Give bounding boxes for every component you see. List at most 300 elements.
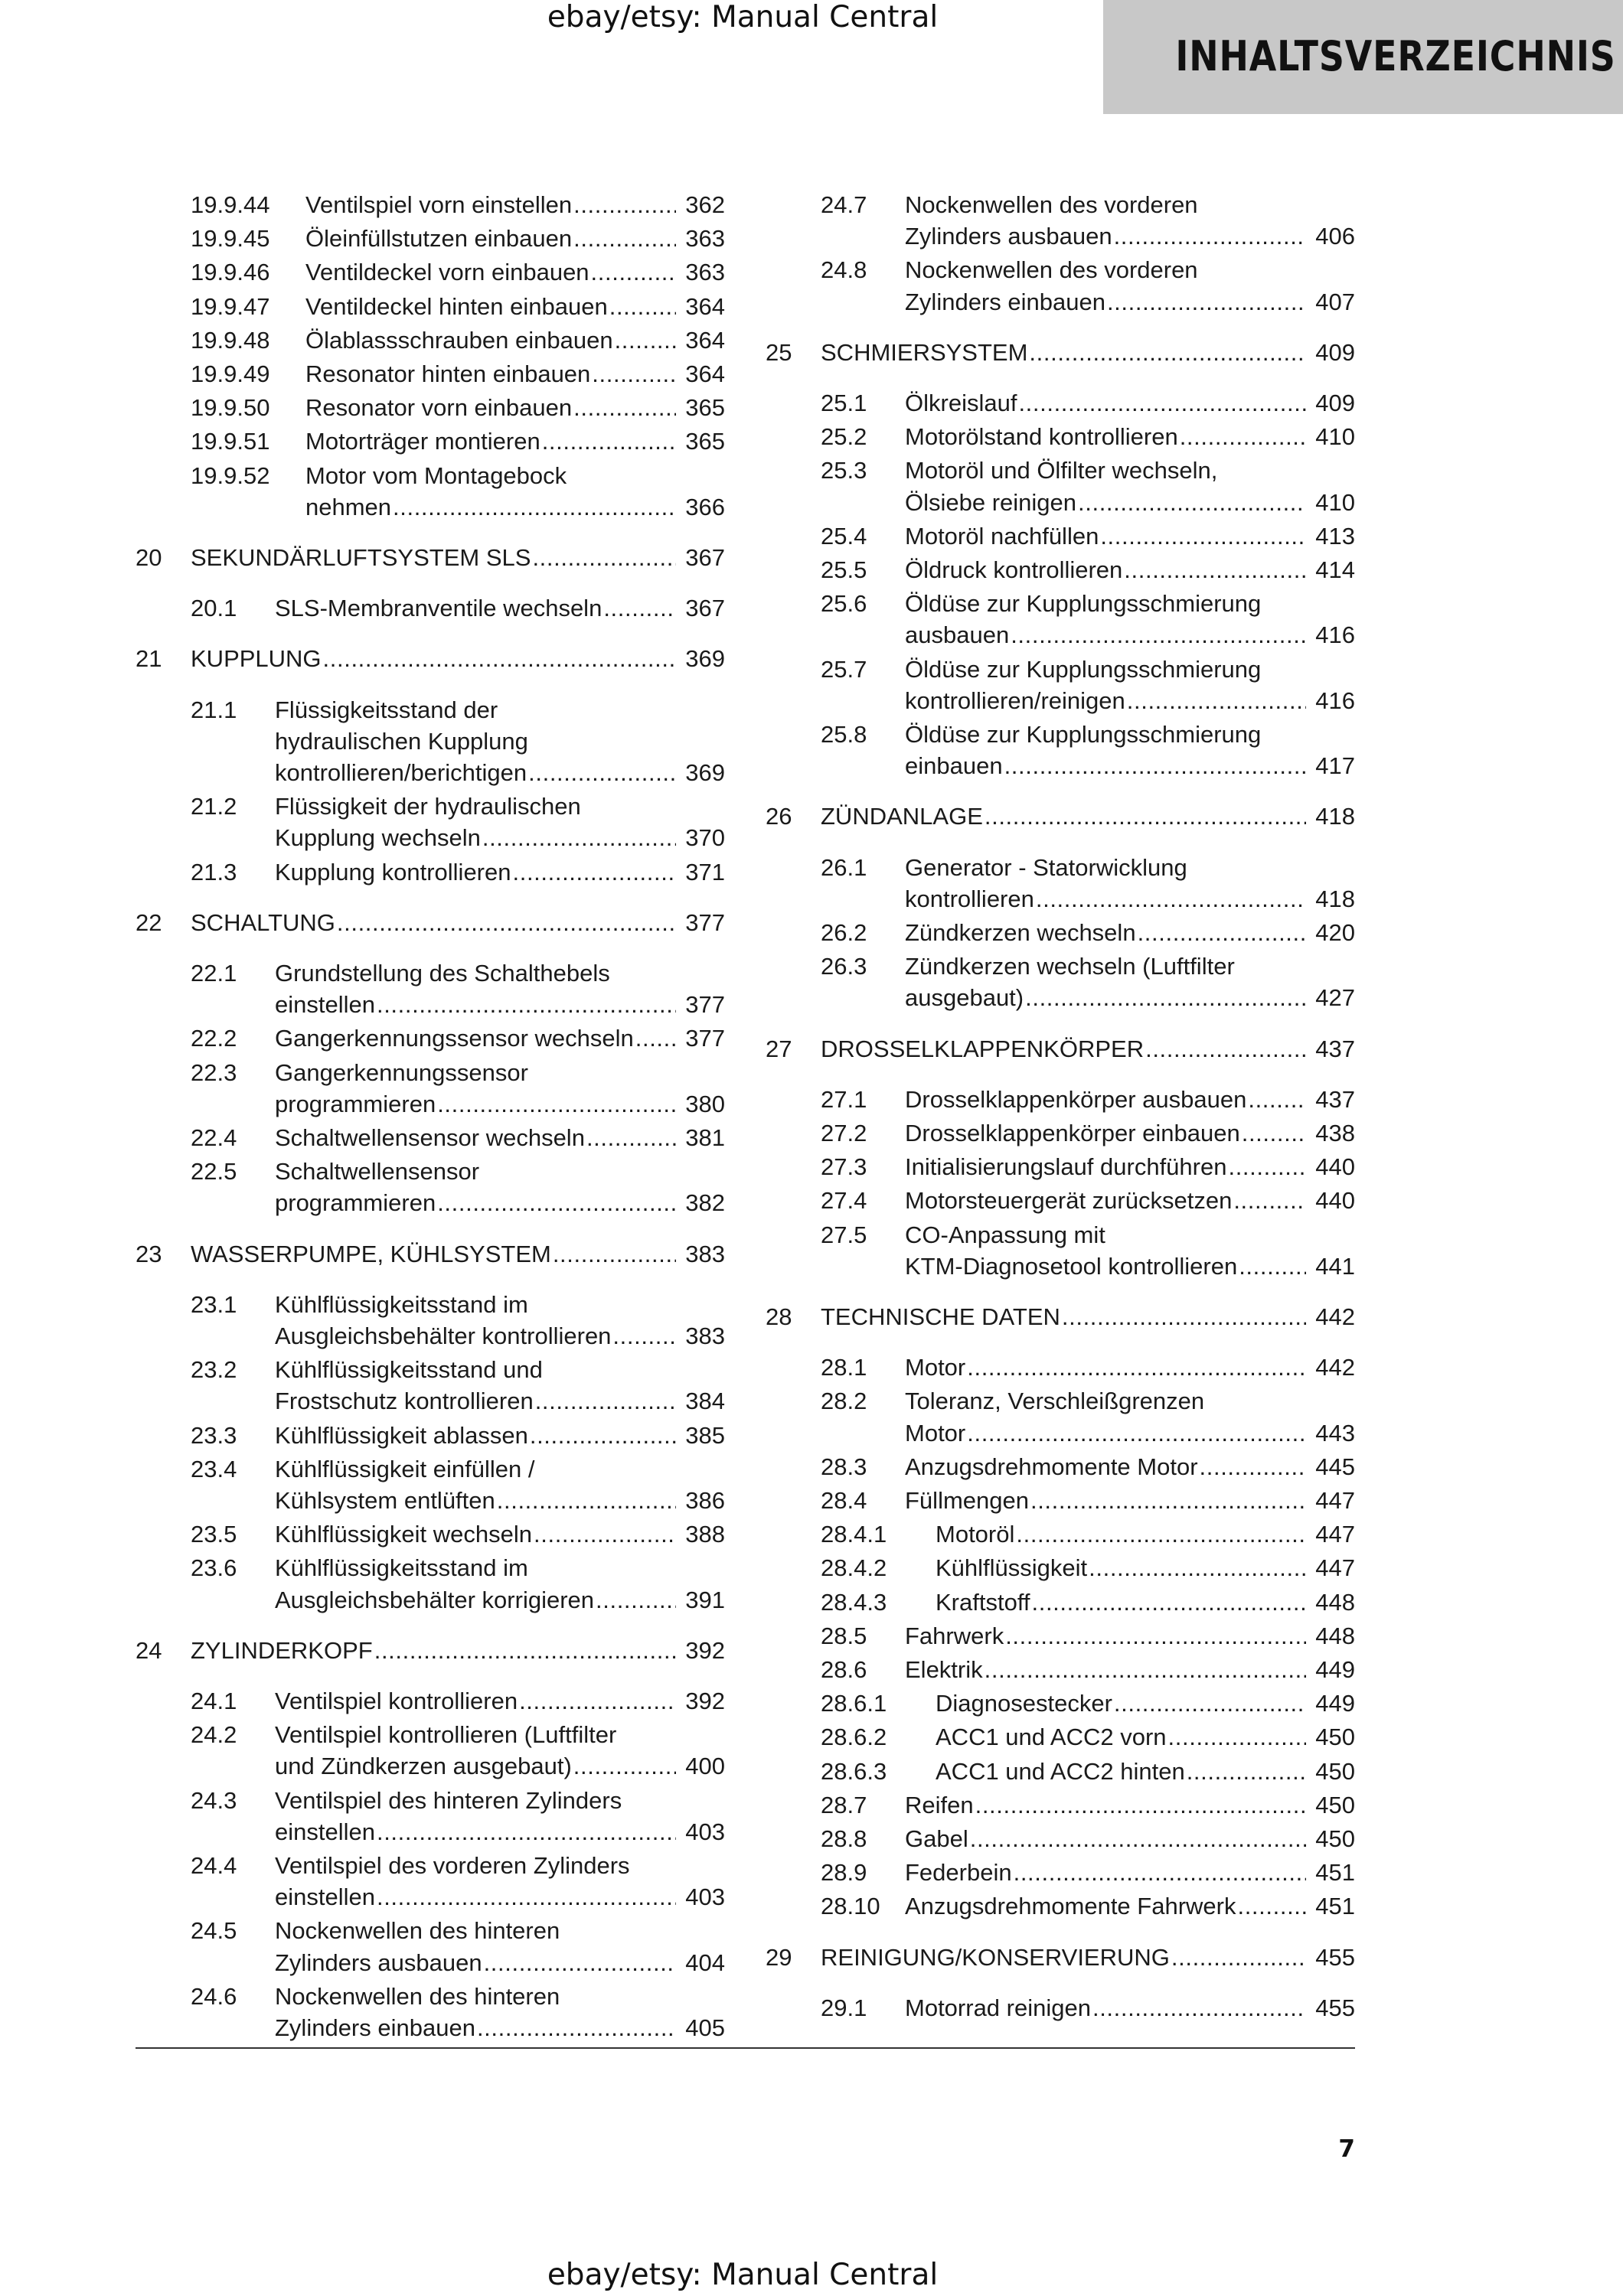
toc-title-line: Ventildeckel vorn einbauen [305,259,589,286]
toc-title-line: Ventilspiel kontrollieren (Luftfilter [275,1721,617,1749]
dot-leader [1138,918,1306,948]
dot-leader [1145,1034,1306,1065]
toc-page-number: 366 [685,493,725,520]
toc-page-number: 445 [1315,1453,1355,1480]
dot-leader [535,1386,676,1417]
toc-title-line: Toleranz, Verschleißgrenzen [905,1388,1205,1415]
dot-leader [1089,1553,1306,1583]
toc-title-line: Fahrwerk [905,1622,1004,1649]
toc-page-number: 447 [1315,1521,1355,1548]
toc-page-number: 400 [685,1753,725,1780]
toc-page-number: 405 [685,2014,725,2041]
toc-title-line: Ölkreislauf [905,390,1017,416]
dot-leader [1114,221,1306,252]
dot-leader [482,823,676,853]
dot-leader [1242,1118,1306,1149]
toc-number: 26 [766,803,792,830]
toc-page-number: 377 [685,991,725,1019]
toc-page-number: 448 [1315,1588,1355,1616]
toc-title-line: einstellen [275,991,375,1019]
toc-title-line: kontrollieren/berichtigen [275,758,527,786]
toc-page-number: 414 [1315,556,1355,583]
dot-leader [592,359,676,390]
toc-title-line: einstellen [275,1883,375,1911]
toc-page-number: 416 [1315,621,1355,649]
toc-title-line: Nockenwellen des hinteren [275,1917,560,1945]
dot-leader [1030,1486,1306,1516]
toc-number: 22 [136,908,162,936]
toc-title-line: Resonator hinten einbauen [305,360,591,387]
dot-leader [586,1123,676,1153]
toc-title-line: SCHALTUNG [191,908,335,936]
toc-number: 21.1 [191,696,237,723]
toc-number: 22.3 [191,1058,237,1086]
toc-page-number: 385 [685,1421,725,1449]
toc-title-line: Generator - Statorwicklung [905,853,1187,881]
dot-leader [1171,1942,1306,1973]
toc-page-number: 417 [1315,752,1355,780]
toc-title-line: Schaltwellensensor wechseln [275,1124,585,1151]
toc-page-number: 364 [685,326,725,354]
toc-page-number: 407 [1315,288,1355,315]
toc-title-line: Kühlflüssigkeitsstand im [275,1554,528,1582]
dot-leader [437,1188,676,1218]
toc-page-number: 363 [685,259,725,286]
toc-number: 28.3 [821,1453,867,1480]
toc-page-number: 441 [1315,1252,1355,1280]
toc-page-number: 363 [685,225,725,253]
toc-number: 24.1 [191,1688,237,1714]
toc-page-number: 440 [1315,1187,1355,1215]
toc-page-number: 418 [1315,885,1355,912]
toc-title-line: Gangerkennungssensor wechseln [275,1025,634,1052]
toc-title-line: einbauen [905,752,1003,780]
toc-number: 22.5 [191,1158,237,1186]
toc-number: 19.9.47 [191,292,270,320]
toc-title-line: Kupplung wechseln [275,824,481,852]
toc-page-number: 380 [685,1090,725,1117]
toc-number: 21 [136,645,162,673]
toc-title-line: WASSERPUMPE, KÜHLSYSTEM [191,1240,551,1267]
dot-leader [323,644,676,674]
dot-leader [393,492,676,523]
dot-leader [573,223,676,254]
toc-title-line: kontrollieren [905,885,1034,912]
toc-number: 28.6 [821,1656,867,1683]
toc-title-line: Diagnosestecker [936,1690,1112,1717]
toc-page-number: 367 [685,595,725,622]
toc-page-number: 447 [1315,1554,1355,1582]
toc-number: 25.5 [821,556,867,583]
dot-leader [573,393,676,423]
dot-leader [1078,488,1306,518]
toc-title-line: Drosselklappenkörper einbauen [905,1120,1240,1146]
toc-title-line: Initialisierungslauf durchführen [905,1153,1227,1181]
toc-page-number: 384 [685,1388,725,1415]
toc-number: 28.9 [821,1859,867,1887]
toc-page-number: 450 [1315,1724,1355,1751]
toc-title-line: Zylinders einbauen [275,2014,475,2041]
dot-leader [1237,1891,1306,1922]
toc-number: 28.4.3 [821,1588,887,1616]
toc-number: 25.8 [821,721,867,748]
toc-page-number: 437 [1315,1035,1355,1062]
toc-number: 27 [766,1035,792,1062]
toc-title-line: Motoröl [936,1521,1015,1548]
toc-page-number: 409 [1315,338,1355,366]
toc-number: 25.1 [821,390,867,416]
toc-number: 28 [766,1303,792,1330]
toc-title-line: Ölablassschrauben einbauen [305,326,613,354]
toc-title-line: nehmen [305,493,392,520]
watermark-bottom: ebay/etsy: Manual Central [547,2258,939,2292]
toc-title-line: Zylinders ausbauen [275,1949,482,1976]
toc-page-number: 416 [1315,687,1355,714]
toc-page-number: 413 [1315,522,1355,550]
toc-page-number: 392 [685,1636,725,1664]
toc-number: 28.4 [821,1487,867,1514]
toc-title-line: Flüssigkeit der hydraulischen [275,793,581,820]
toc-page-number: 451 [1315,1859,1355,1887]
dot-leader [374,1636,676,1666]
toc-title-line: Kühlflüssigkeit wechseln [275,1521,533,1548]
toc-page-number: 450 [1315,1757,1355,1785]
toc-number: 23.3 [191,1421,237,1449]
page-number: 7 [1338,2135,1355,2163]
dot-leader [437,1089,676,1120]
dot-leader [337,908,676,938]
toc-number: 22.1 [191,960,237,987]
dot-leader [1029,338,1306,368]
toc-title-line: Öldüse zur Kupplungsschmierung [905,590,1262,618]
dot-leader [1200,1452,1306,1482]
section-title: INHALTSVERZEICHNIS [1175,32,1616,80]
toc-title-line: REINIGUNG/KONSERVIERUNG [821,1943,1170,1971]
toc-title-line: Resonator vorn einbauen [305,394,573,422]
dot-leader [1239,1251,1306,1282]
dot-leader [985,801,1306,832]
toc-title-line: DROSSELKLAPPENKÖRPER [821,1035,1145,1062]
toc-number: 19.9.48 [191,326,270,354]
toc-page-number: 365 [685,394,725,422]
toc-page-number: 447 [1315,1487,1355,1514]
toc-page-number: 367 [685,544,725,571]
toc-page-number: 450 [1315,1791,1355,1818]
toc-number: 26.3 [821,953,867,980]
dot-leader [1005,1621,1306,1652]
dot-leader [1180,422,1306,452]
toc-number: 28.6.2 [821,1724,887,1751]
toc-page-number: 440 [1315,1153,1355,1181]
toc-number: 20.1 [191,595,237,622]
toc-title-line: Ventilspiel kontrollieren [275,1688,518,1714]
dot-leader [497,1486,676,1516]
watermark-top: ebay/etsy: Manual Central [547,0,939,34]
dot-leader [1233,1186,1306,1216]
toc-title-line: SEKUNDÄRLUFTSYSTEM SLS [191,544,531,571]
toc-page-number: 377 [685,1025,725,1052]
toc-title-line: kontrollieren/reinigen [905,687,1125,714]
dot-leader [1107,287,1306,318]
toc-number: 25 [766,338,792,366]
toc-title-line: Motor [905,1419,966,1446]
toc-title-line: ZYLINDERKOPF [191,1636,373,1664]
dot-leader [1016,1519,1306,1550]
toc-page-number: 443 [1315,1419,1355,1446]
dot-leader [596,1585,676,1616]
toc-title-line: TECHNISCHE DATEN [821,1303,1060,1330]
toc-title-line: Elektrik [905,1656,983,1683]
toc-title-line: Frostschutz kontrollieren [275,1388,534,1415]
toc-title-line: Zündkerzen wechseln [905,919,1136,946]
toc-page-number: 391 [685,1586,725,1613]
toc-page-number: 410 [1315,488,1355,516]
toc-title-line: Kraftstoff [936,1588,1030,1616]
toc-title-line: Ausgleichsbehälter korrigieren [275,1586,595,1613]
dot-leader [635,1023,676,1054]
toc-title-line: Motorölstand kontrollieren [905,423,1178,451]
toc-title-line: Öldüse zur Kupplungsschmierung [905,655,1262,683]
toc-title-line: Öldruck kontrollieren [905,556,1123,583]
toc-page-number: 383 [685,1322,725,1349]
toc-page-number: 386 [685,1486,725,1514]
toc-title-line: ACC1 und ACC2 hinten [936,1757,1185,1785]
dot-leader [1100,521,1306,552]
toc-number: 23 [136,1240,162,1267]
toc-page-number: 442 [1315,1303,1355,1330]
toc-title-line: programmieren [275,1189,436,1217]
dot-leader [1248,1084,1306,1115]
dot-leader [528,758,676,788]
toc-number: 23.1 [191,1290,237,1318]
toc-number: 27.2 [821,1120,867,1146]
toc-number: 27.1 [821,1085,867,1113]
toc-page-number: 409 [1315,390,1355,416]
dot-leader [513,857,677,888]
toc-title-line: Kühlflüssigkeitsstand und [275,1356,543,1384]
dot-leader [519,1686,676,1717]
toc-number: 22.2 [191,1025,237,1052]
toc-title-line: Nockenwellen des hinteren [275,1982,560,2010]
toc-title-line: hydraulischen Kupplung [275,727,528,755]
toc-page-number: 371 [685,858,725,885]
toc-number: 24 [136,1636,162,1664]
toc-page-number: 403 [685,1818,725,1845]
dot-leader [377,1882,676,1913]
section-header [1103,0,1623,114]
toc-number: 21.2 [191,793,237,820]
toc-number: 22.4 [191,1124,237,1151]
toc-title-line: Drosselklappenkörper ausbauen [905,1085,1247,1113]
dot-leader [612,1321,676,1352]
toc-number: 23.2 [191,1356,237,1384]
toc-page-number: 442 [1315,1354,1355,1381]
toc-title-line: Öldüse zur Kupplungsschmierung [905,721,1262,748]
toc-title-line: Motoröl und Ölfilter wechseln, [905,457,1218,484]
toc-number: 25.2 [821,423,867,451]
dot-leader [1114,1688,1306,1719]
toc-page-number: 382 [685,1189,725,1217]
toc-page-number: 364 [685,360,725,387]
toc-title-line: Zylinders ausbauen [905,223,1112,250]
toc-title-line: Anzugsdrehmomente Fahrwerk [905,1893,1236,1920]
toc-title-line: KTM-Diagnosetool kontrollieren [905,1252,1238,1280]
toc-title-line: Ölsiebe reinigen [905,488,1077,516]
toc-number: 26.2 [821,919,867,946]
toc-number: 24.8 [821,256,867,284]
toc-page-number: 369 [685,758,725,786]
toc-title-line: Motorsteuergerät zurücksetzen [905,1187,1233,1215]
dot-leader [377,1817,676,1848]
toc-number: 28.10 [821,1893,880,1920]
toc-number: 25.3 [821,457,867,484]
toc-number: 28.1 [821,1354,867,1381]
dot-leader [967,1352,1306,1383]
toc-page-number: 449 [1315,1690,1355,1717]
toc-page-number: 364 [685,292,725,320]
toc-number: 19.9.45 [191,225,270,253]
toc-title-line: Motor [905,1354,966,1381]
toc-title-line: Motorrad reinigen [905,1994,1091,2021]
toc-title-line: Kühlflüssigkeitsstand im [275,1290,528,1318]
toc-number: 19.9.44 [191,191,270,218]
footer-rule [136,2047,1355,2049]
toc-number: 28.6.3 [821,1757,887,1785]
toc-title-line: Motoröl nachfüllen [905,522,1099,550]
toc-title-line: SCHMIERSYSTEM [821,338,1028,366]
toc-number: 28.7 [821,1791,867,1818]
toc-title-line: ZÜNDANLAGE [821,803,983,830]
toc-page-number: 392 [685,1688,725,1714]
toc-title-line: Füllmengen [905,1487,1029,1514]
toc-page-number: 381 [685,1124,725,1151]
dot-leader [1187,1756,1306,1787]
dot-leader [484,1948,676,1978]
toc-page-number: 448 [1315,1622,1355,1649]
toc-page-number: 437 [1315,1085,1355,1113]
dot-leader [985,1655,1306,1685]
toc-number: 29.1 [821,1994,867,2021]
toc-page-number: 455 [1315,1994,1355,2021]
dot-leader [1062,1302,1306,1332]
toc-number: 19.9.49 [191,360,270,387]
toc-number: 29 [766,1943,792,1971]
toc-page-number: 420 [1315,919,1355,946]
toc-page-number: 370 [685,824,725,852]
toc-title-line: Ventilspiel des vorderen Zylinders [275,1852,630,1879]
toc-number: 25.4 [821,522,867,550]
toc-number: 24.3 [191,1786,237,1814]
toc-number: 23.5 [191,1521,237,1548]
dot-leader [967,1418,1306,1449]
toc-title-line: Grundstellung des Schalthebels [275,960,610,987]
toc-title-line: Kupplung kontrollieren [275,858,511,885]
toc-title-line: Zylinders einbauen [905,288,1105,315]
toc-page-number: 455 [1315,1943,1355,1971]
toc-title-line: Öleinfüllstutzen einbauen [305,225,573,253]
toc-number: 19.9.51 [191,428,270,455]
toc-number: 26.1 [821,853,867,881]
toc-title-line: ausbauen [905,621,1010,649]
toc-title-line: Ventilspiel vorn einstellen [305,191,573,218]
toc-number: 27.4 [821,1187,867,1215]
toc-title-line: Anzugsdrehmomente Motor [905,1453,1198,1480]
dot-leader [970,1824,1306,1854]
toc-page-number: 451 [1315,1893,1355,1920]
toc-title-line: Gangerkennungssensor [275,1058,528,1086]
toc-page-number: 369 [685,645,725,673]
toc-title-line: CO-Anpassung mit [905,1221,1105,1248]
toc-number: 24.4 [191,1852,237,1879]
dot-leader [1004,751,1306,781]
toc-title-line: Ventildeckel hinten einbauen [305,292,608,320]
toc-title-line: Reifen [905,1791,974,1818]
toc-title-line: Ventilspiel des hinteren Zylinders [275,1786,622,1814]
toc-title-line: Kühlflüssigkeit einfüllen / [275,1455,535,1482]
toc-title-line: Motor vom Montagebock [305,461,567,489]
dot-leader [1018,388,1306,419]
toc-number: 25.7 [821,655,867,683]
toc-title-line: Nockenwellen des vorderen [905,191,1198,218]
dot-leader [1168,1722,1306,1753]
toc-page-number: 427 [1315,984,1355,1012]
toc-page-number: 377 [685,908,725,936]
toc-title-line: und Zündkerzen ausgebaut) [275,1753,572,1780]
dot-leader [573,190,676,220]
dot-leader [553,1239,676,1270]
toc-number: 23.4 [191,1455,237,1482]
toc-page-number: 449 [1315,1656,1355,1683]
dot-leader [534,1519,676,1550]
toc-title-line: Kühlflüssigkeit ablassen [275,1421,528,1449]
toc-title-line: Zündkerzen wechseln (Luftfilter [905,953,1235,980]
dot-leader [1228,1152,1306,1182]
dot-leader [609,292,676,322]
toc-title-line: Flüssigkeitsstand der [275,696,498,723]
toc-number: 27.3 [821,1153,867,1181]
toc-title-line: Gabel [905,1825,968,1852]
toc-title-line: Schaltwellensensor [275,1158,480,1186]
toc-number: 27.5 [821,1221,867,1248]
dot-leader [1036,884,1306,915]
toc-number: 24.5 [191,1917,237,1945]
toc-title-line: Federbein [905,1859,1012,1887]
toc-page-number: 404 [685,1949,725,1976]
toc-title-line: Ausgleichsbehälter kontrollieren [275,1322,612,1349]
toc-page-number: 406 [1315,223,1355,250]
dot-leader [477,2013,676,2043]
toc-number: 23.6 [191,1554,237,1582]
toc-number: 28.4.1 [821,1521,887,1548]
dot-leader [1127,686,1306,716]
toc-page-number: 410 [1315,423,1355,451]
dot-leader [1124,555,1306,585]
toc-page-number: 365 [685,428,725,455]
toc-title-line: Nockenwellen des vorderen [905,256,1198,284]
toc-page-number: 388 [685,1521,725,1548]
toc-title-line: Motorträger montieren [305,428,540,455]
toc-number: 28.6.1 [821,1690,887,1717]
toc-title-line: einstellen [275,1818,375,1845]
toc-page-number: 418 [1315,803,1355,830]
toc-number: 25.6 [821,590,867,618]
dot-leader [377,990,676,1020]
toc-number: 19.9.52 [191,461,270,489]
dot-leader [1032,1587,1307,1618]
toc-page-number: 383 [685,1240,725,1267]
toc-title-line: Kühlflüssigkeit [936,1554,1088,1582]
toc-page-number: 438 [1315,1120,1355,1146]
